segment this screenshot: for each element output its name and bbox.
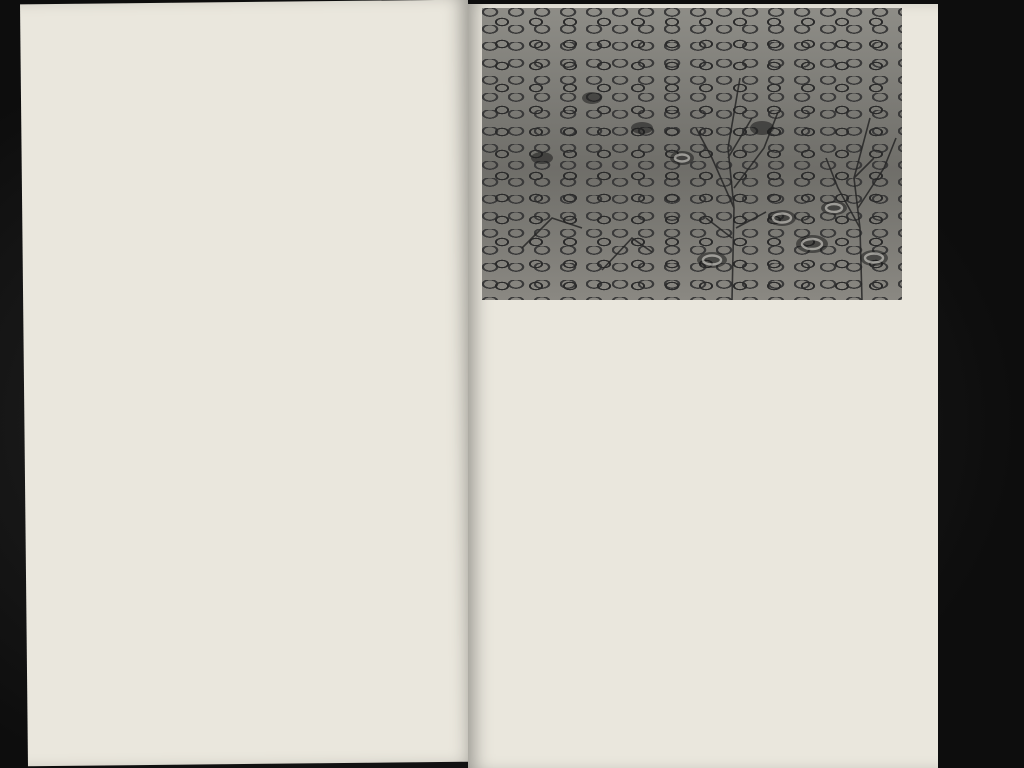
left-top-paragraph — [74, 30, 436, 34]
section-heading-line-2 — [74, 40, 436, 44]
right-page — [468, 4, 938, 768]
left-subhead — [74, 44, 436, 48]
left-paragraph-2 — [74, 44, 436, 48]
tires-photo-icon — [482, 8, 902, 300]
left-page-text — [74, 30, 436, 48]
section-heading — [74, 40, 436, 44]
left-page — [20, 0, 476, 766]
left-paragraph-3 — [74, 44, 436, 48]
left-paragraph-1 — [74, 44, 436, 48]
tires-photo-overlay — [482, 8, 902, 300]
section-heading-line-1 — [74, 40, 436, 44]
